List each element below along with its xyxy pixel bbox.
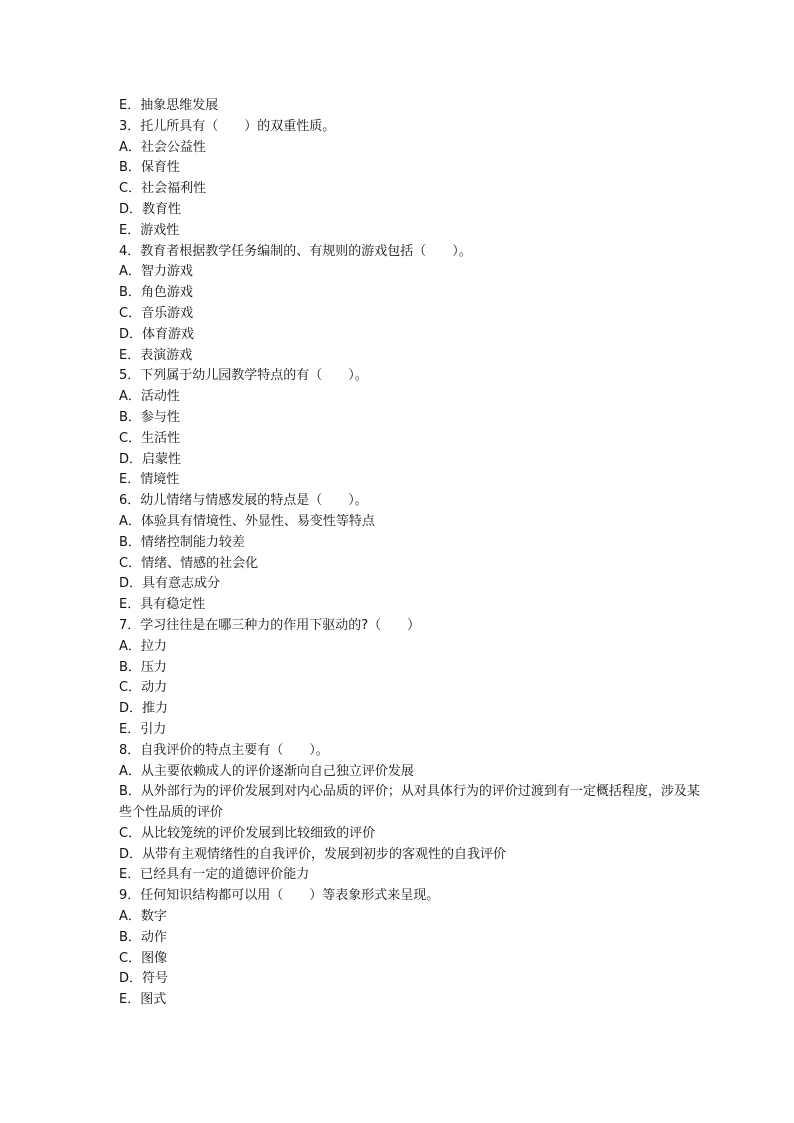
carryover-option: E．抽象思维发展 bbox=[119, 98, 219, 113]
option: A．智力游戏 bbox=[119, 264, 193, 280]
option: D．体育游戏 bbox=[119, 326, 195, 342]
option: A．活动性 bbox=[119, 389, 180, 405]
option: B．保育性 bbox=[119, 160, 180, 176]
option: C．从比较笼统的评价发展到比较细致的评价 bbox=[119, 825, 376, 841]
option: C．动力 bbox=[119, 680, 168, 696]
question-stem: 7．学习往往是在哪三种力的作用下驱动的?（ ） bbox=[119, 617, 421, 633]
question-stem: 9．任何知识结构都可以用（ ）等表象形式来呈现。 bbox=[119, 888, 440, 904]
option: E．情境性 bbox=[119, 472, 180, 488]
option: D．具有意志成分 bbox=[119, 576, 221, 592]
option: C．情绪、情感的社会化 bbox=[119, 555, 259, 571]
option: D．从带有主观情绪性的自我评价，发展到初步的客观性的自我评价 bbox=[119, 846, 507, 862]
option: B．参与性 bbox=[119, 409, 180, 425]
option: E．引力 bbox=[119, 721, 167, 737]
option: C．音乐游戏 bbox=[119, 305, 194, 321]
option: E．已经具有一定的道德评价能力 bbox=[119, 867, 310, 883]
question-stem: 3．托儿所具有（ ）的双重性质。 bbox=[119, 118, 336, 134]
option: D．教育性 bbox=[119, 201, 182, 217]
option: A．拉力 bbox=[119, 638, 167, 654]
option: A．数字 bbox=[119, 909, 167, 925]
option: B．情绪控制能力较差 bbox=[119, 534, 245, 550]
option: D．符号 bbox=[119, 971, 169, 987]
option: C．生活性 bbox=[119, 430, 181, 446]
option: A．体验具有情境性、外显性、易变性等特点 bbox=[119, 513, 375, 529]
option: B．角色游戏 bbox=[119, 285, 193, 301]
option: E．图式 bbox=[119, 992, 167, 1008]
option: B．从外部行为的评价发展到对内心品质的评价；从对具体行为的评价过渡到有一定概括程度，涉及某些个性品质的评价 bbox=[119, 784, 700, 821]
option: A．社会公益性 bbox=[119, 139, 206, 155]
option: C．图像 bbox=[119, 950, 168, 966]
question-list bbox=[119, 96, 709, 1011]
option: D．推力 bbox=[119, 701, 169, 717]
option: B．动作 bbox=[119, 929, 167, 945]
option: E．具有稳定性 bbox=[119, 597, 206, 613]
option: D．启蒙性 bbox=[119, 451, 182, 467]
option: A．从主要依赖成人的评价逐渐向自己独立评价发展 bbox=[119, 763, 414, 779]
option: E．游戏性 bbox=[119, 222, 180, 238]
option: C．社会福利性 bbox=[119, 181, 207, 197]
question-stem: 6．幼儿情绪与情感发展的特点是（ ）。 bbox=[119, 493, 368, 509]
question-stem: 4．教育者根据教学任务编制的、有规则的游戏包括（ ）。 bbox=[119, 243, 472, 259]
option: B．压力 bbox=[119, 659, 167, 675]
option: E．表演游戏 bbox=[119, 347, 193, 363]
question-stem: 8．自我评价的特点主要有（ ）。 bbox=[119, 742, 329, 758]
question-stem: 5．下列属于幼儿园教学特点的有（ ）。 bbox=[119, 368, 368, 384]
